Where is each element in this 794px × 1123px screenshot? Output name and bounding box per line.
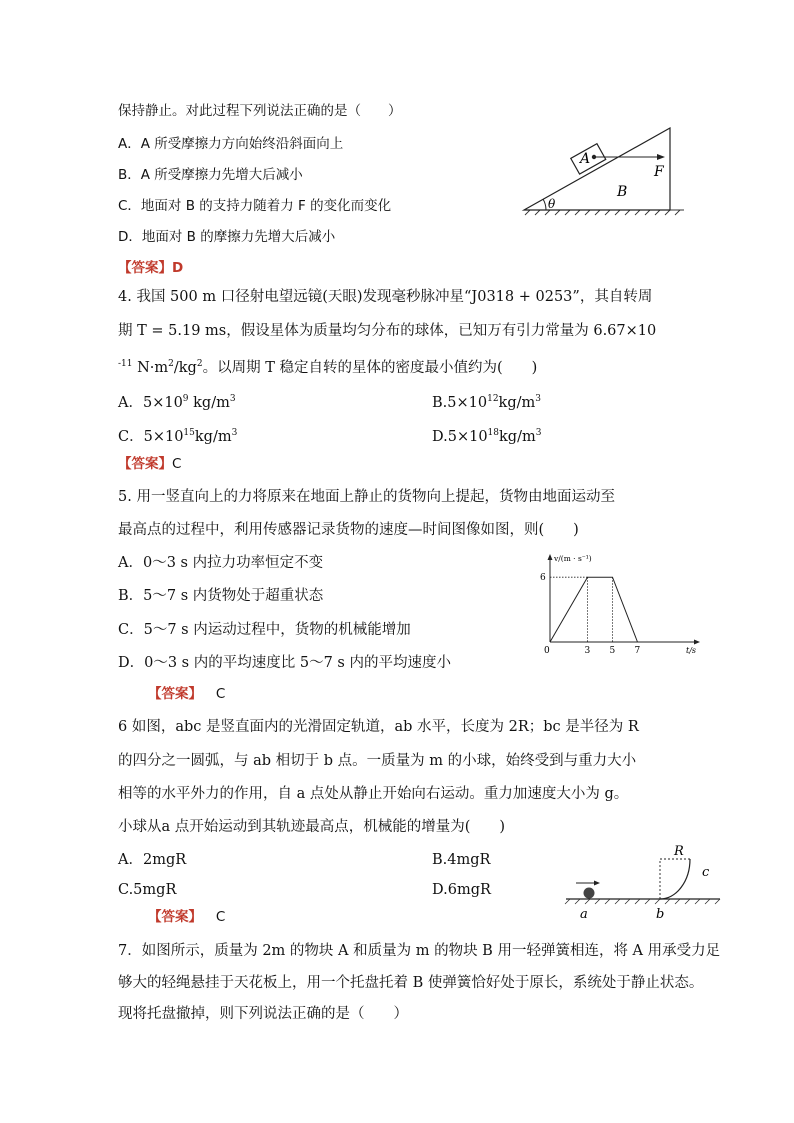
q4-option-c: C．$5\times 10^{15}kg/m^3$ — [118, 428, 238, 445]
q7-line-3: 现将托盘撤掉，则下列说法正确的是（ ） — [118, 1006, 408, 1022]
q3-option-b: B．A 所受摩擦力先增大后减小 — [118, 167, 303, 183]
tick-label-x: 0 — [544, 646, 550, 656]
q6-answer — [148, 907, 225, 927]
x-axis-arrow — [694, 640, 700, 645]
q7-line-2: 够大的轻绳悬挂于天花板上，用一个托盘托着 B 使弹簧恰好处于原长，系统处于静止状态。 — [118, 975, 704, 991]
q4-line-1: 4. 我国 500 m 口径射电望远镜(天眼)发现毫秒脉冲星“J0318 + 0253”，其自转周 — [118, 289, 653, 305]
q5-option-a: A．0～3 s 内拉力功率恒定不变 — [118, 555, 324, 571]
label-a: a — [580, 907, 588, 922]
dashed-guides — [550, 577, 613, 642]
answer-label: 【答案】 — [118, 260, 172, 276]
y-axis-label: v/(m · s⁻¹) — [554, 554, 592, 563]
q6-line-2: 的四分之一圆弧，与 ab 相切于 b 点。一质量为 m 的小球，始终受到与重力大小 — [118, 753, 637, 769]
q6-line-4: 小球从a 点开始运动到其轨迹最高点，机械能的增量为( ) — [118, 819, 506, 835]
label-angle: θ — [548, 197, 556, 211]
label-r: R — [674, 844, 684, 859]
answer-value: C — [215, 686, 226, 702]
q3-option-a: A．A 所受摩擦力方向始终沿斜面向上 — [118, 136, 344, 152]
q5-option-d: D．0～3 s 内的平均速度比 5～7 s 内的平均速度小 — [118, 655, 451, 671]
q3-option-d: D．地面对 B 的摩擦力先增大后减小 — [118, 229, 336, 245]
q4-line-3: $^{-11}$ $N\cdot m^2/kg^2$。以周期 T 稳定自转的星体的密度最小值约为( ) — [118, 359, 538, 376]
q3-stem-end: 保持静止。对此过程下列说法正确的是（ ） — [118, 103, 402, 119]
q4-option-d: $D.5\times 10^{18}kg/m^3$ — [432, 428, 542, 445]
wedge-b — [524, 128, 670, 210]
tick-label-x: 5 — [609, 646, 616, 656]
velocity-time-chart — [538, 552, 708, 656]
arc-bc — [660, 859, 690, 899]
q6-line-3: 相等的水平外力的作用，自 a 点处从静止开始向右运动。重力加速度大小为 g。 — [118, 786, 629, 802]
angle-arc — [543, 199, 546, 210]
q4-option-b: $B.5\times 10^{12}kg/m^3$ — [432, 394, 541, 411]
q5-line-1: 5. 用一竖直向上的力将原来在地面上静止的货物向上提起，货物由地面运动至 — [118, 489, 615, 505]
answer-value: C — [172, 456, 182, 472]
answer-value: D — [172, 260, 184, 276]
q4-option-a: A．$5\times 10^9$ $kg/m^3$ — [118, 394, 236, 411]
tick-labels — [540, 573, 641, 656]
label-force-f: F — [654, 164, 664, 180]
q6-option-a: A．2mgR — [118, 852, 187, 868]
incline-figure — [518, 124, 688, 216]
q4-answer — [118, 454, 181, 474]
tick-label-x: 3 — [584, 646, 591, 656]
q5-option-b: B．5～7 s 内货物处于超重状态 — [118, 588, 324, 604]
track-figure — [562, 842, 722, 922]
q3-answer — [118, 258, 183, 278]
q6-line-1: 6 如图，abc 是竖直面内的光滑固定轨道，ab 水平，长度为 2R；bc 是半径为 R — [118, 719, 639, 735]
y-axis-arrow — [548, 554, 553, 560]
series-velocity — [550, 577, 638, 642]
q3-option-c: C．地面对 B 的支持力随着力 F 的变化而变化 — [118, 198, 392, 214]
q6-option-c: C.5mgR — [118, 882, 177, 898]
q5-line-2: 最高点的过程中，利用传感器记录货物的速度—时间图像如图，则( ) — [118, 522, 579, 538]
q4-line-2: 期 T = 5.19 ms，假设星体为质量均匀分布的球体，已知万有引力常量为 6.67×10 — [118, 323, 657, 339]
q5-answer — [148, 684, 225, 704]
label-c: c — [702, 865, 710, 880]
label-wedge-b: B — [617, 184, 628, 200]
tick-label-y: 6 — [540, 573, 546, 584]
label-b: b — [656, 907, 665, 922]
q6-option-d: D.6mgR — [432, 882, 491, 898]
q7-line-1: 7．如图所示，质量为 2m 的物块 A 和质量为 m 的物块 B 用一轻弹簧相连，将 A 用承受力足 — [118, 943, 721, 959]
q6-option-b: B.4mgR — [432, 852, 491, 868]
tick-label-x: 7 — [634, 646, 641, 656]
track-hatch — [565, 899, 720, 904]
answer-value: C — [215, 909, 226, 925]
q5-option-c: C．5～7 s 内运动过程中，货物的机械能增加 — [118, 622, 411, 638]
answer-label: 【答案】 — [148, 686, 202, 702]
x-axis-label: t/s — [686, 646, 697, 655]
answer-label: 【答案】 — [118, 456, 172, 472]
force-arrow-head — [657, 154, 665, 160]
ball — [584, 888, 595, 899]
label-block-a: A — [580, 151, 591, 167]
answer-label: 【答案】 — [148, 909, 202, 925]
arrow-head — [594, 881, 600, 886]
